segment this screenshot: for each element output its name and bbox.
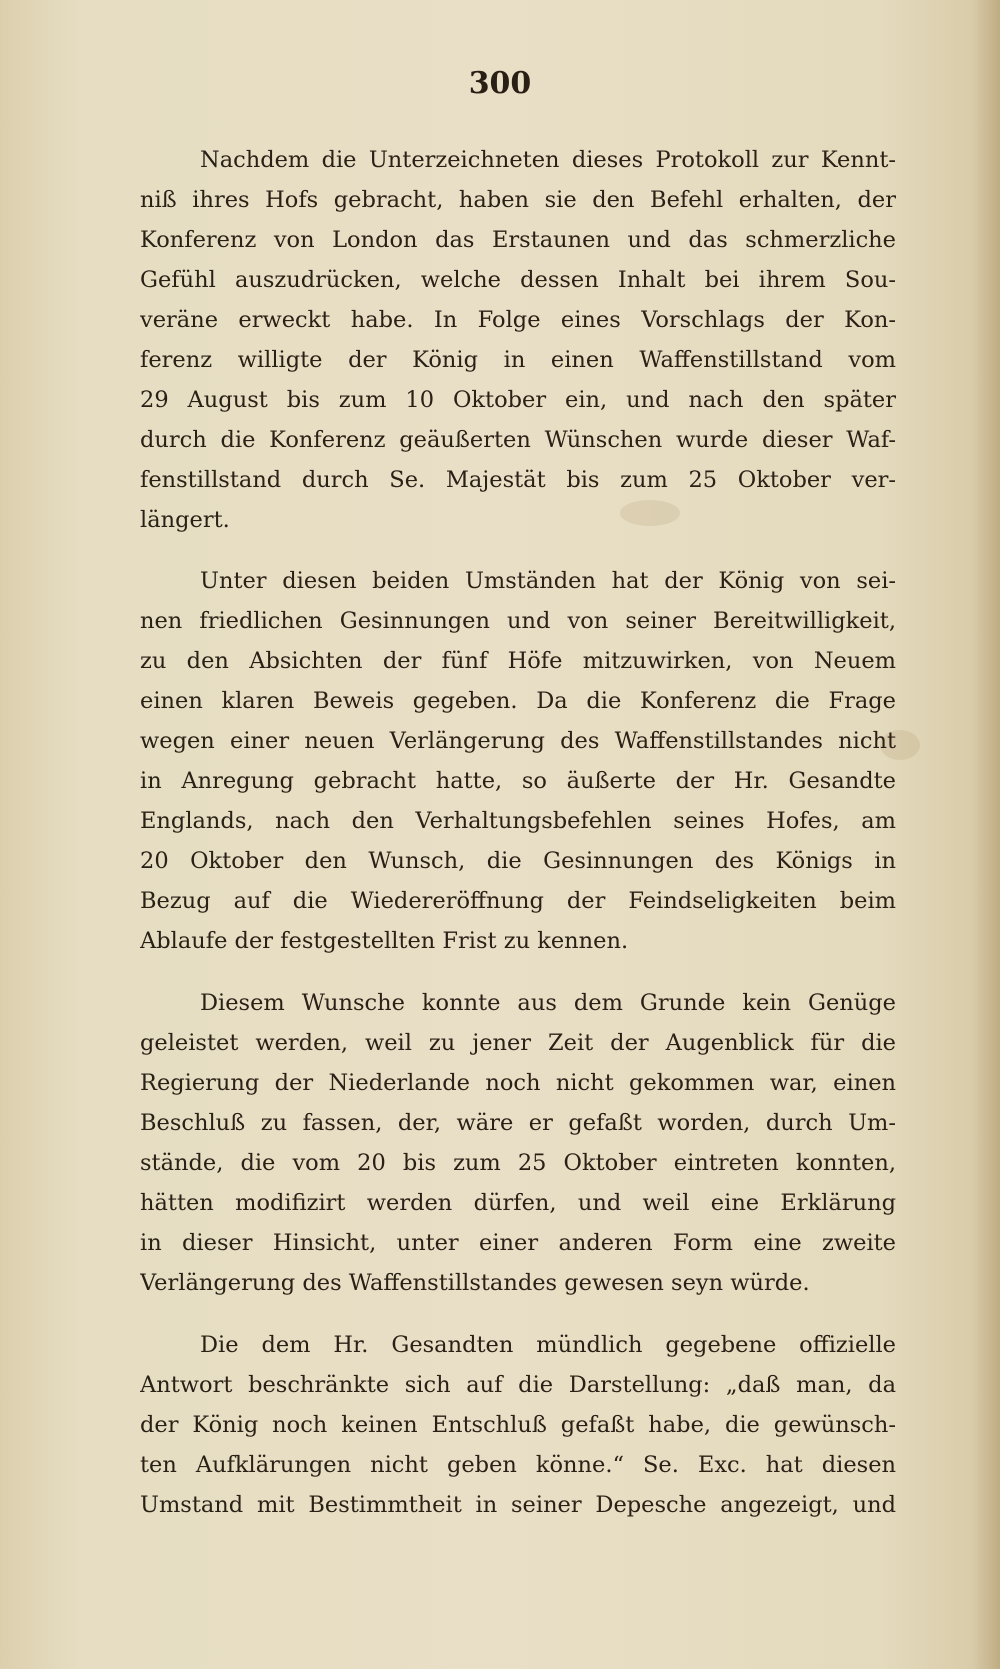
text-line: Beschluß zu fassen, der, wäre er gefaßt worden, durch Um-	[140, 1110, 896, 1136]
text-line: geleistet werden, weil zu jener Zeit der Augenblick für die	[140, 1030, 896, 1056]
text-line: fenstillstand durch Se. Majestät bis zum 25 Oktober ver-	[140, 467, 896, 493]
text-line: durch die Konferenz geäußerten Wünschen wurde dieser Waf-	[140, 427, 896, 453]
text-line: wegen einer neuen Verlängerung des Waffenstillstandes nicht	[140, 728, 896, 754]
paragraph-4	[140, 1325, 896, 1525]
paragraph-1	[140, 140, 896, 540]
text-line: Konferenz von London das Erstaunen und das schmerzliche	[140, 227, 896, 253]
text-line: einen klaren Beweis gegeben. Da die Konferenz die Frage	[140, 688, 896, 714]
text-line: der König noch keinen Entschluß gefaßt habe, die gewünsch-	[140, 1412, 896, 1438]
text-line: 29 August bis zum 10 Oktober ein, und nach den später	[140, 387, 896, 413]
text-line: Unter diesen beiden Umständen hat der König von sei-	[200, 568, 896, 594]
text-line: 20 Oktober den Wunsch, die Gesinnungen des Königs in	[140, 848, 896, 874]
text-line: Bezug auf die Wiedereröffnung der Feindseligkeiten beim	[140, 888, 896, 914]
text-line: ferenz willigte der König in einen Waffenstillstand vom	[140, 347, 896, 373]
text-line: Gefühl auszudrücken, welche dessen Inhalt bei ihrem Sou-	[140, 267, 896, 293]
text-line: zu den Absichten der fünf Höfe mitzuwirken, von Neuem	[140, 648, 896, 674]
page-number: 300	[468, 66, 532, 101]
text-line: stände, die vom 20 bis zum 25 Oktober eintreten konnten,	[140, 1150, 896, 1176]
text-line: Verlängerung des Waffenstillstandes gewesen seyn würde.	[140, 1270, 810, 1296]
text-line: niß ihres Hofs gebracht, haben sie den Befehl erhalten, der	[140, 187, 896, 213]
text-line: Antwort beschränkte sich auf die Darstellung: „daß man, da	[140, 1372, 896, 1398]
text-line: längert.	[140, 507, 230, 533]
text-line: Regierung der Niederlande noch nicht gekommen war, einen	[140, 1070, 896, 1096]
text-line: in dieser Hinsicht, unter einer anderen Form eine zweite	[140, 1230, 896, 1256]
text-line: hätten modifizirt werden dürfen, und weil eine Erklärung	[140, 1190, 896, 1216]
body-text	[140, 140, 896, 1525]
text-line: Nachdem die Unterzeichneten dieses Protokoll zur Kennt-	[200, 147, 896, 173]
text-line: nen friedlichen Gesinnungen und von seiner Bereitwilligkeit,	[140, 608, 896, 634]
text-line: veräne erweckt habe. In Folge eines Vorschlags der Kon-	[140, 307, 896, 333]
text-line: Umstand mit Bestimmtheit in seiner Depesche angezeigt, und	[140, 1492, 896, 1518]
text-line: Ablaufe der festgestellten Frist zu kennen.	[140, 928, 629, 954]
text-line: Diesem Wunsche konnte aus dem Grunde kein Genüge	[200, 990, 896, 1016]
text-line: ten Aufklärungen nicht geben könne.“ Se. Exc. hat diesen	[140, 1452, 896, 1478]
text-line: in Anregung gebracht hatte, so äußerte der Hr. Gesandte	[140, 768, 896, 794]
paragraph-3	[140, 983, 896, 1303]
text-line: Die dem Hr. Gesandten mündlich gegebene offizielle	[200, 1332, 896, 1358]
text-line: Englands, nach den Verhaltungsbefehlen seines Hofes, am	[140, 808, 896, 834]
paragraph-2	[140, 561, 896, 961]
